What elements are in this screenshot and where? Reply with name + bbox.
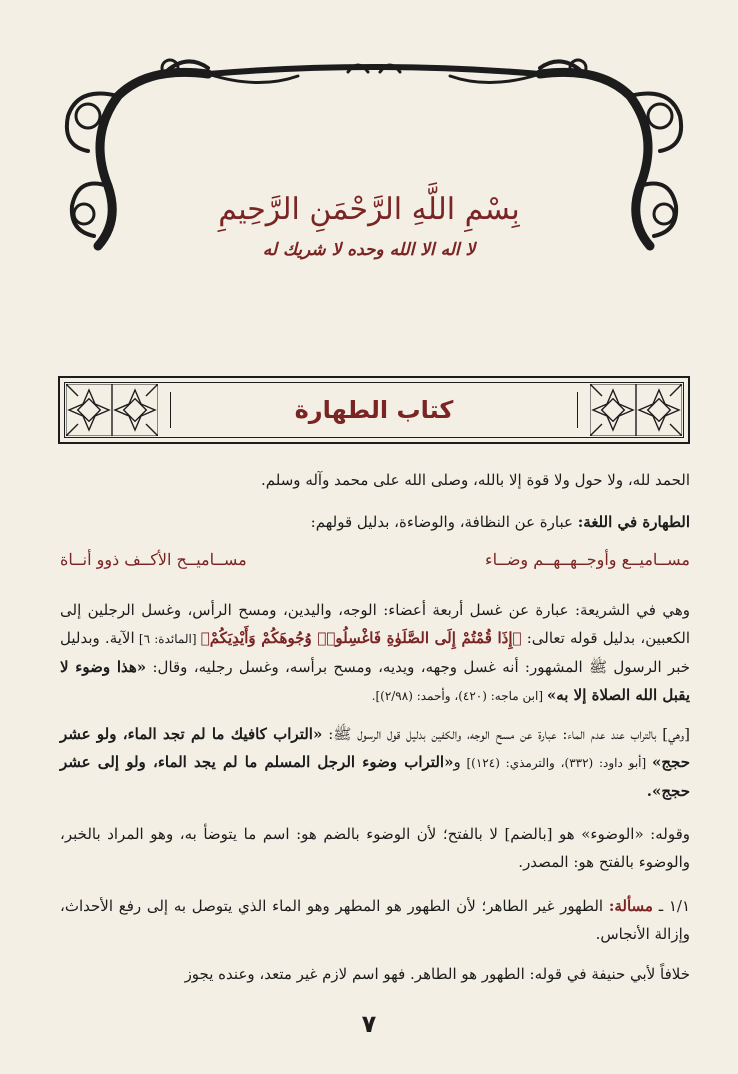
- poem-hemistich-right: مســاميــع وأوجــهــهــم وضــاء: [485, 550, 690, 569]
- linguistic-text: عبارة عن النظافة، والوضاءة، بدليل قولهم:: [310, 513, 578, 531]
- paragraph-issue-1: [60, 892, 690, 948]
- hadith-tayammum-2: «التراب وضوء الرجل المسلم ما لم يجد الماء، ولو إلى عشر حجج».: [60, 753, 690, 800]
- hadith-reference: [ابن ماجه: (٤٢٠)، وأحمد: (٢/٩٨)].: [371, 689, 547, 703]
- issue-label: مسألة:: [608, 897, 653, 915]
- abu-hanifa-text: خلافاً لأبي حنيفة في قوله: الطهور هو الطاهر. فهو اسم لازم غير متعد، وعنده يجوز: [184, 965, 690, 983]
- tayammum-text: [وهي] بالتراب عند عدم الماء: عبارة عن مسح الوجه، والكفين بدليل قول الرسول ﷺ:: [322, 725, 690, 743]
- paragraph-abu-hanifa: [60, 960, 690, 988]
- bismillah-calligraphy: بِسْمِ اللَّهِ الرَّحْمَنِ الرَّحِيمِ: [218, 192, 520, 227]
- quran-reference: [المائدة: ٦]: [134, 632, 201, 646]
- legal-def-text-2: الآية. وبدليل خبر الرسول ﷺ المشهور: أنه غسل وجهه، ويديه، ومسح برأسه، وغسل رجليه، وقال:: [60, 629, 690, 676]
- paragraph-legal-definition: [60, 596, 690, 710]
- opening-text: الحمد لله، ولا حول ولا قوة إلا بالله، وصلى الله على محمد وآله وسلم.: [261, 471, 690, 489]
- geometric-pattern-right: [590, 384, 682, 436]
- chapter-title-frame: [58, 376, 690, 444]
- paragraph-wudu-spelling: [60, 820, 690, 876]
- paragraph-opening: [60, 466, 690, 494]
- issue-text: الطهور غير الطاهر؛ لأن الطهور هو المطهر وهو الماء الذي يتوصل به إلى رفع الأحداث، وإزالة الأنجاس.: [60, 897, 690, 943]
- legal-def-text: وهي في الشريعة: عبارة عن غسل أربعة أعضاء: الوجه، واليدين، ومسح الرأس، وغسل الرجلين إلى الكعبين، بدليل قوله تعالى:: [60, 601, 690, 647]
- issue-number: ١/١ ـ: [652, 897, 690, 915]
- quran-verse: ﴿إِذَا قُمْتُمْ إِلَى الصَّلَوٰةِ فَاغْسِلُوا۟ وُجُوهَكُمْ وَأَيْدِيَكُمْ﴾: [200, 629, 522, 647]
- chapter-title: كتاب الطهارة: [170, 388, 578, 432]
- paragraph-tayammum: [60, 720, 690, 805]
- linguistic-label: الطهارة في اللغة:: [577, 513, 690, 531]
- tawhid-line: لا اله الا الله وحده لا شريك له: [262, 240, 476, 260]
- poem-hemistich-left: مســاميــح الأكــف ذوو أنــاة: [60, 550, 247, 569]
- poem-verse: [60, 550, 690, 569]
- paragraph-linguistic-definition: [60, 508, 690, 536]
- conjunction: و: [453, 753, 461, 771]
- hadith-tayammum-1: «التراب كافيك ما لم تجد الماء، ولو عشر حجج»: [60, 725, 690, 771]
- wudu-spelling-text: وقوله: «الوضوء» هو [بالضم] لا بالفتح؛ لأن الوضوء بالضم هو: اسم ما يتوضأ به، وهو المراد بالخبر، والوضوء بالفتح هو: المصدر.: [60, 825, 690, 871]
- hadith-wudu: «هذا وضوء لا يقبل الله الصلاة إلا به»: [60, 658, 690, 704]
- page-number: ٧: [361, 1010, 377, 1038]
- geometric-pattern-left: [66, 384, 158, 436]
- hadith-tayammum-reference: [أبو داود: (٣٣٢)، والترمذي: (١٢٤)]: [460, 756, 652, 770]
